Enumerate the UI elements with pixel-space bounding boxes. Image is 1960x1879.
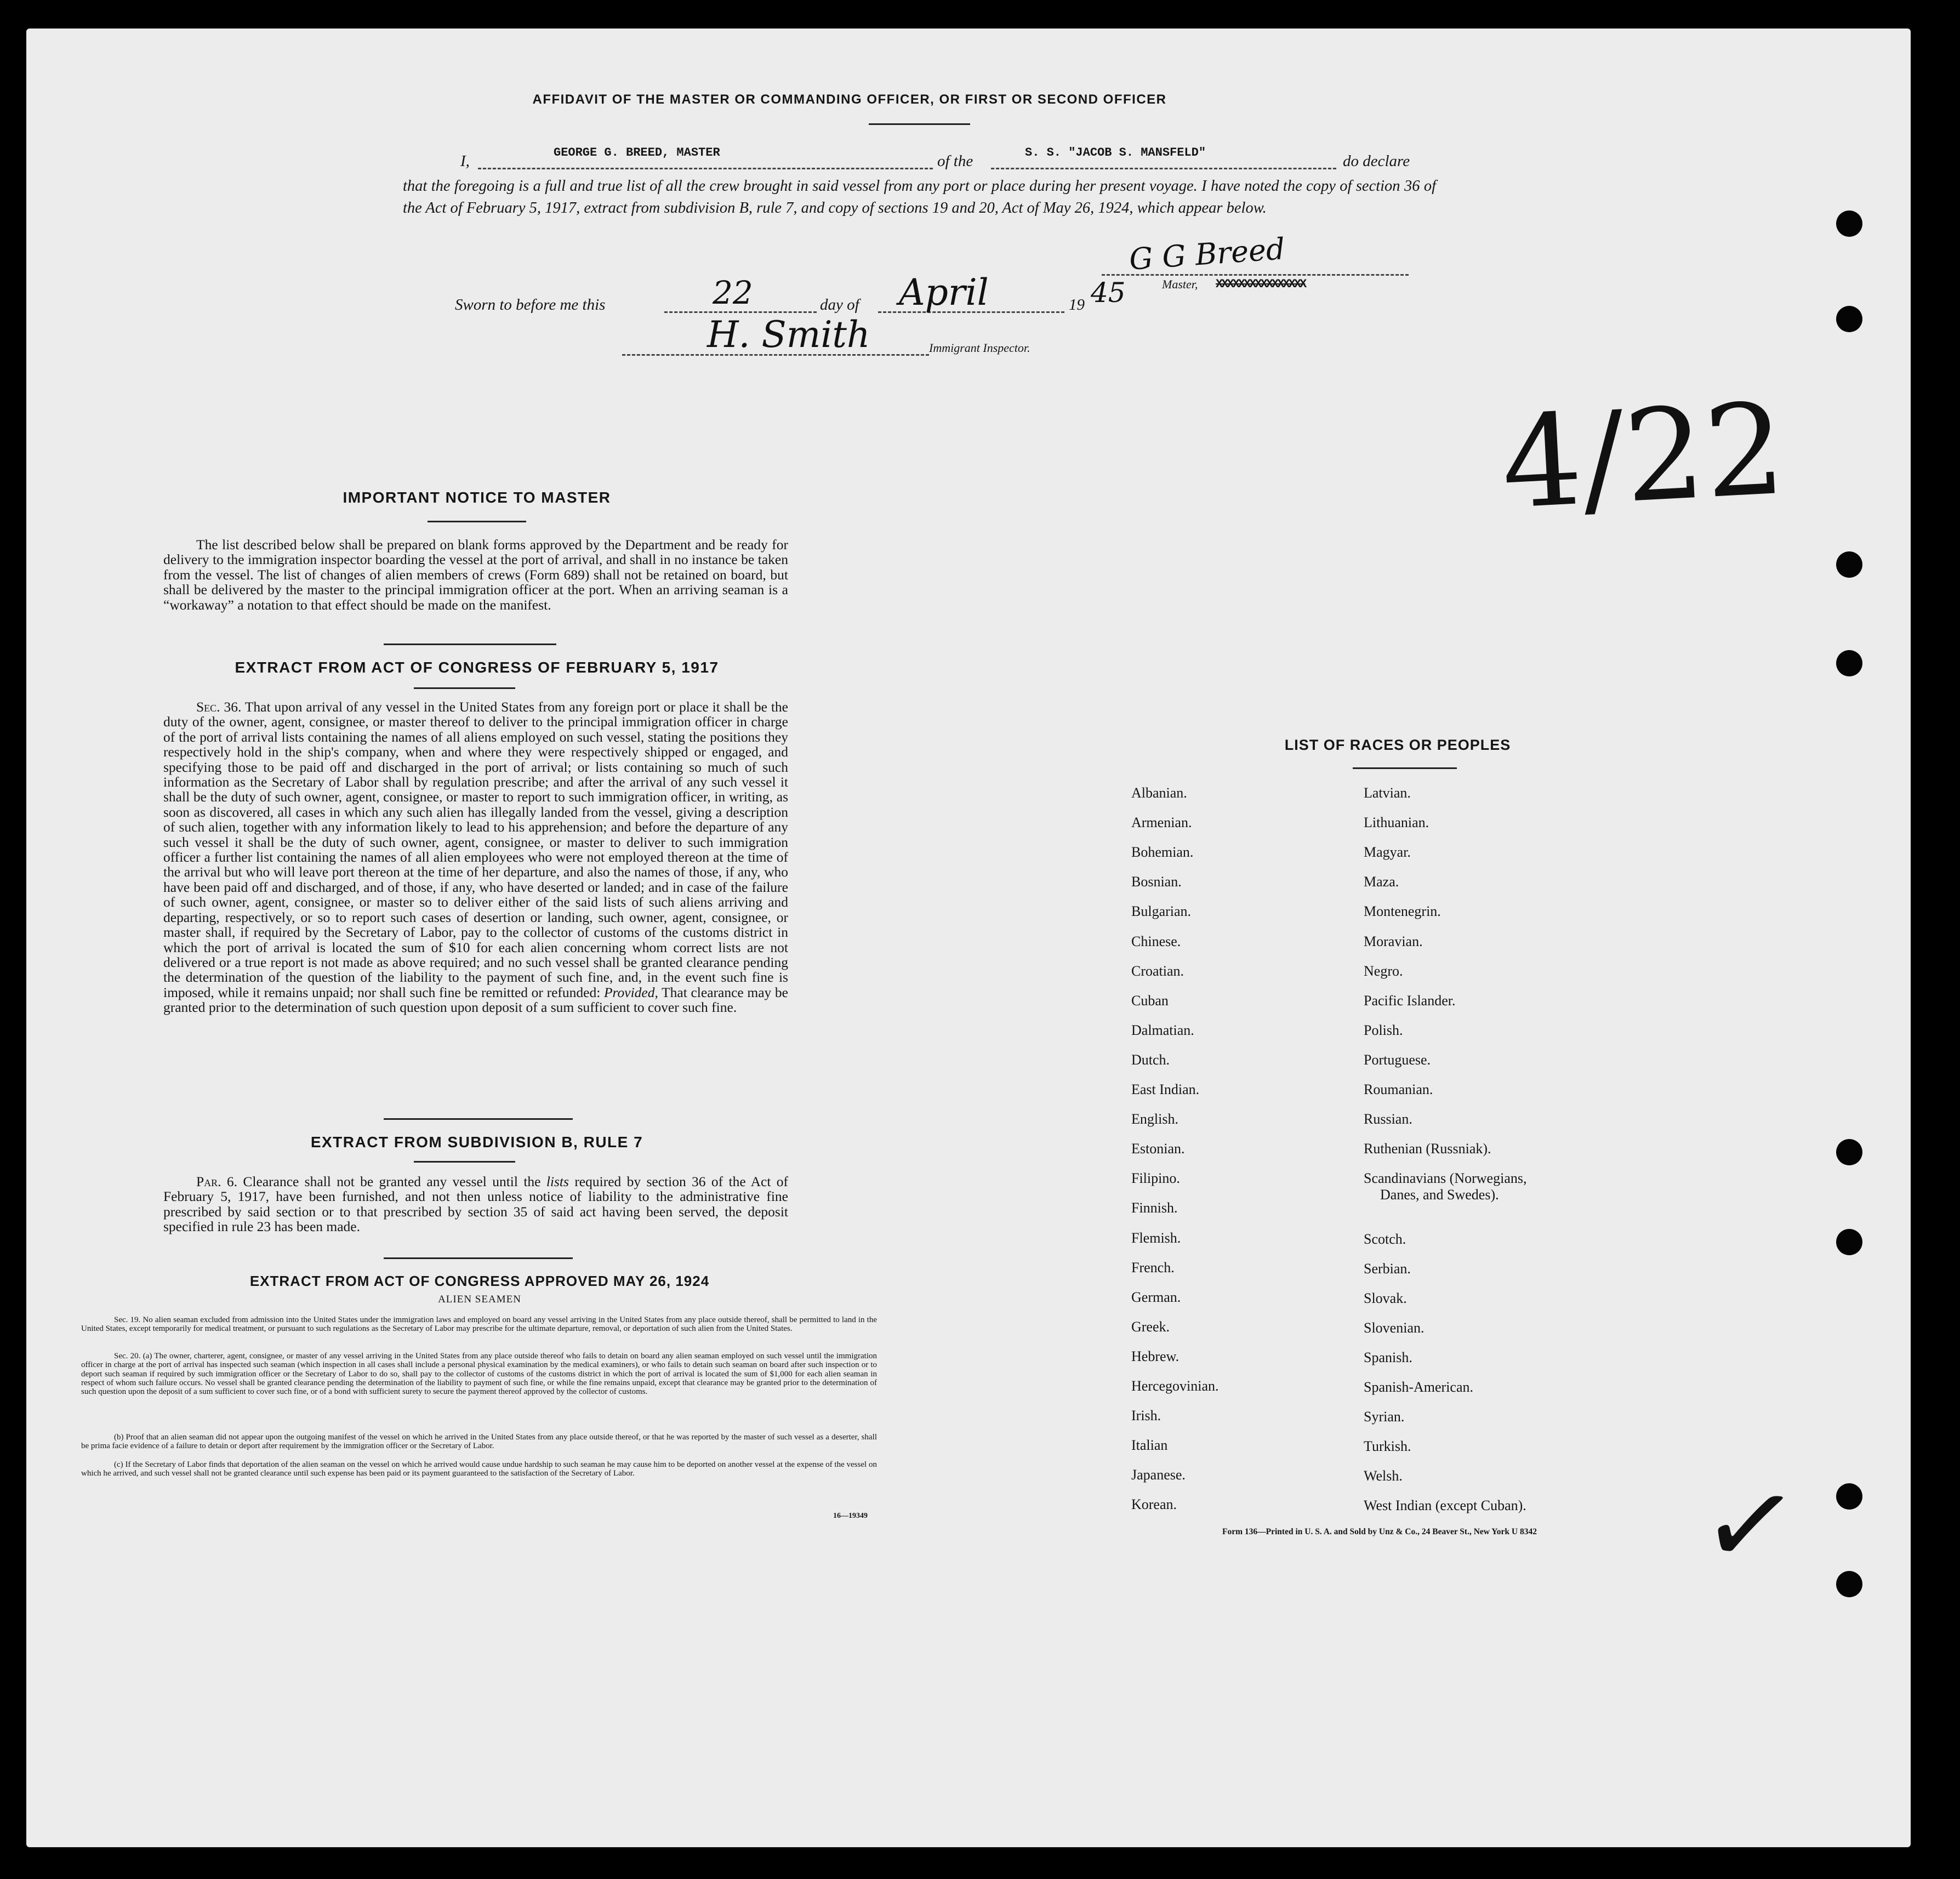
extract-rule7-bottom-divider bbox=[384, 1257, 573, 1259]
i-label: I, bbox=[460, 152, 470, 170]
extract-1917-bottom-divider bbox=[384, 1118, 573, 1120]
race-item: Roumanian. bbox=[1364, 1081, 1433, 1097]
par-6-text-a: Clearance shall not be granted any vessel until the bbox=[243, 1174, 541, 1189]
race-item: French. bbox=[1131, 1259, 1175, 1276]
race-item: Magyar. bbox=[1364, 844, 1411, 861]
title-divider bbox=[869, 123, 970, 125]
inspector-signature: H. Smith bbox=[707, 314, 870, 356]
race-item: Japanese. bbox=[1131, 1467, 1186, 1483]
race-item: Chinese. bbox=[1131, 933, 1181, 949]
sworn-day: 22 bbox=[713, 274, 753, 311]
race-item: Serbian. bbox=[1364, 1260, 1411, 1277]
race-item: Dalmatian. bbox=[1131, 1022, 1194, 1038]
race-item: Montenegrin. bbox=[1364, 903, 1441, 920]
race-item: Cuban bbox=[1131, 992, 1169, 1009]
affidavit-title: AFFIDAVIT OF THE MASTER OR COMMANDING OFFICER, OR FIRST OR SECOND OFFICER bbox=[532, 92, 1167, 107]
extract-1917-body bbox=[163, 699, 788, 1015]
par-6-label: Par. 6. bbox=[196, 1174, 238, 1189]
race-item: Bohemian. bbox=[1131, 844, 1194, 861]
race-item: Danes, and Swedes). bbox=[1380, 1187, 1499, 1203]
binder-hole bbox=[1836, 1483, 1862, 1510]
race-item: Scandinavians (Norwegians, bbox=[1364, 1170, 1527, 1187]
race-item: Latvian. bbox=[1364, 785, 1411, 801]
race-item: Spanish-American. bbox=[1364, 1379, 1474, 1395]
sworn-day-line bbox=[664, 311, 817, 313]
extract-1924-title: EXTRACT FROM ACT OF CONGRESS APPROVED MAY 26, 1924 bbox=[249, 1273, 710, 1289]
binder-hole bbox=[1836, 210, 1862, 237]
sworn-month: April bbox=[899, 271, 989, 314]
lists-word: lists bbox=[546, 1174, 569, 1189]
race-item: English. bbox=[1131, 1111, 1178, 1128]
race-item: Maza. bbox=[1364, 874, 1399, 890]
race-item: East Indian. bbox=[1131, 1081, 1200, 1097]
check-mark-annotation: ✓ bbox=[1693, 1451, 1808, 1599]
extract-rule7-title: EXTRACT FROM SUBDIVISION B, RULE 7 bbox=[310, 1134, 643, 1151]
of-the-label: of the bbox=[937, 152, 973, 170]
race-item: Slovak. bbox=[1364, 1290, 1407, 1306]
binder-hole bbox=[1836, 1229, 1862, 1255]
sec-20c-text: (c) If the Secretary of Labor finds that deportation of the alien seaman on the vessel on which he arrived would cause undue hardship to such seaman he may cause him to be deported on another vessel at the expense of the vessel on which he arrived, and such vessel shall not be granted clearance until such expense has been paid or its payment guaranteed to the satisfaction of the Secretary of Labor. bbox=[81, 1460, 877, 1478]
race-item: Pacific Islander. bbox=[1364, 992, 1456, 1009]
master-signature: G G Breed bbox=[1128, 231, 1286, 277]
race-item: Spanish. bbox=[1364, 1349, 1412, 1365]
race-item: Greek. bbox=[1131, 1318, 1170, 1335]
sworn-label: Sworn to before me this bbox=[455, 296, 606, 314]
races-divider bbox=[1353, 767, 1457, 769]
vessel-name-line bbox=[991, 168, 1336, 169]
master-name: GEORGE G. BREED, MASTER bbox=[554, 146, 720, 160]
race-item: Bosnian. bbox=[1131, 874, 1182, 890]
race-item: Bulgarian. bbox=[1131, 903, 1192, 920]
race-item: Estonian. bbox=[1131, 1141, 1185, 1157]
race-item: Scotch. bbox=[1364, 1231, 1406, 1247]
inspector-signature-line bbox=[622, 354, 929, 356]
extract-rule7-body bbox=[163, 1174, 788, 1234]
race-item: Hercegovinian. bbox=[1131, 1378, 1219, 1394]
binder-hole bbox=[1836, 1139, 1862, 1165]
race-item: Korean. bbox=[1131, 1496, 1177, 1513]
race-item: Finnish. bbox=[1131, 1200, 1178, 1216]
race-item: Slovenian. bbox=[1364, 1319, 1425, 1336]
race-item: Ruthenian (Russniak). bbox=[1364, 1141, 1491, 1157]
binder-hole bbox=[1836, 306, 1862, 332]
master-signature-line bbox=[1102, 274, 1409, 276]
race-item: Italian bbox=[1131, 1437, 1168, 1454]
master-label: Master, bbox=[1162, 277, 1198, 291]
race-item: Russian. bbox=[1364, 1111, 1412, 1128]
race-item: West Indian (except Cuban). bbox=[1364, 1497, 1526, 1514]
race-item: Negro. bbox=[1364, 963, 1403, 979]
master-name-line bbox=[478, 168, 933, 169]
race-item: Moravian. bbox=[1364, 933, 1423, 949]
race-item: Croatian. bbox=[1131, 963, 1184, 979]
race-item: German. bbox=[1131, 1289, 1181, 1305]
vessel-name: S. S. "JACOB S. MANSFELD" bbox=[1025, 146, 1206, 160]
race-item: Lithuanian. bbox=[1364, 815, 1429, 831]
print-code: 16—19349 bbox=[833, 1512, 868, 1520]
race-item: Irish. bbox=[1131, 1408, 1161, 1424]
sec-20b-text: (b) Proof that an alien seaman did not appear upon the outgoing manifest of the vessel on which he arrived in the United States from any place outside thereof, or that he was reported by the master of such vessel as a deserter, shall be prima facie evidence of a failure to detain or deport after requirement by the immigration officer or the Secretary of Labor. bbox=[81, 1433, 877, 1451]
binder-hole bbox=[1836, 1571, 1862, 1597]
inspector-label: Immigrant Inspector. bbox=[929, 341, 1030, 355]
extract-1917-divider bbox=[414, 687, 515, 689]
day-of-label: day of bbox=[820, 296, 859, 314]
notice-title: IMPORTANT NOTICE TO MASTER bbox=[343, 489, 611, 506]
extract-rule7-divider bbox=[414, 1161, 515, 1163]
year-suffix: 45 bbox=[1091, 277, 1126, 309]
race-item: Turkish. bbox=[1364, 1438, 1411, 1455]
notice-bottom-divider bbox=[384, 644, 556, 645]
extract-1917-title: EXTRACT FROM ACT OF CONGRESS OF FEBRUARY 5, 1917 bbox=[235, 659, 719, 676]
sec-19-text: Sec. 19. No alien seaman excluded from admission into the United States under the immigration laws and employed on board any vessel arriving in the United States from any place outside thereof, shall be permitted to land in the United States, except temporarily for medical treatment, or pursuant to such regulations as the Secretary of Labor may prescribe for the ultimate departure, removal, or deportation of such alien from the United States. bbox=[81, 1316, 877, 1334]
race-item: Welsh. bbox=[1364, 1468, 1403, 1484]
races-footer: Form 136—Printed in U. S. A. and Sold by Unz & Co., 24 Beaver St., New York U 8342 bbox=[1222, 1527, 1537, 1536]
do-declare-label: do declare bbox=[1343, 152, 1410, 170]
provided-label: Provided, bbox=[603, 984, 658, 1000]
extract-1924-subtitle: ALIEN SEAMEN bbox=[438, 1294, 521, 1305]
binder-hole bbox=[1836, 650, 1862, 676]
struck-title: XXXXXXXXXXXXXXXX bbox=[1216, 277, 1306, 291]
races-title: LIST OF RACES OR PEOPLES bbox=[1284, 737, 1511, 753]
notice-body: The list described below shall be prepared on blank forms approved by the Department and be ready for delivery to the immigration inspector boarding the vessel at the port of arrival, and shall in no instance be taken from the vessel. The list of changes of alien members of crews (Form 689) shall not be retained on board, but shall be delivered by the master to the principal immigration officer at the port. When an arriving seaman is a “workaway” a notation to that effect should be made on the manifest. bbox=[163, 537, 788, 613]
race-item: Polish. bbox=[1364, 1022, 1403, 1038]
race-item: Syrian. bbox=[1364, 1409, 1405, 1425]
affidavit-body: that the foregoing is a full and true list of all the crew brought in said vessel from any port or place during her present voyage. I have noted the copy of section 36 of the Act of February 5, 1917, extract from subdivision B, rule 7, and copy of sections 19 and 20, Act of May 26, 1924, which appear below. bbox=[403, 178, 1436, 217]
year-prefix: 19 bbox=[1069, 296, 1085, 314]
race-item: Hebrew. bbox=[1131, 1348, 1180, 1364]
sec-20a-text: Sec. 20. (a) The owner, charterer, agent, consignee, or master of any vessel arriving in the United States from any place outside thereof who fails to detain on board any alien seaman employed on such vessel until the immigration officer in charge at the port of arrival has inspected such seaman (which inspection in all cases shall include a personal physical examination by the medical examiners), or who fails to detain such seaman on board after such inspection or to deport such seaman if required by such immigration officer or the Secretary of Labor to do so, shall pay to the collector of customs of the customs district in which the port of arrival is located the sum of $1,000 for each alien seaman in respect of whom such failure occurs. No vessel shall be granted clearance pending the determination of the liability to payment of such fine, or while the fine remains unpaid, except that clearance may be granted prior to the determination of such question upon the deposit of a sum sufficient to cover such fine, or of a bond with sufficient surety to secure the payment thereof approved by the collector of customs. bbox=[81, 1352, 877, 1397]
date-annotation: 4/22 bbox=[1498, 376, 1789, 538]
race-item: Flemish. bbox=[1131, 1229, 1181, 1246]
sec-36-text-end: That clearance may be granted prior to the determination of such question upon deposit of a sum sufficient to cover such fine. bbox=[163, 984, 789, 1016]
notice-divider bbox=[428, 521, 526, 522]
sec-36-label: Sec. 36. bbox=[196, 699, 242, 715]
race-item: Armenian. bbox=[1131, 815, 1192, 831]
race-item: Filipino. bbox=[1131, 1170, 1180, 1187]
race-item: Albanian. bbox=[1131, 785, 1187, 801]
race-item: Dutch. bbox=[1131, 1051, 1170, 1068]
race-item: Portuguese. bbox=[1364, 1051, 1431, 1068]
binder-hole bbox=[1836, 551, 1862, 578]
sec-36-text: That upon arrival of any vessel in the United States from any foreign port or place it shall be the duty of the owner, agent, consignee, or master thereof to deliver to the principal immigration officer in charge of the port of arrival lists containing the names of all aliens employed on such vessel, stating the positions they respectively hold in the ship's company, when and where they were respectively shipped or engaged, and specifying those to be paid off and discharged in the port of arrival; or lists containing so much of such information as the Secretary of Labor shall by regulation prescribe; and after the arrival of any such vessel it shall be the duty of such owner, agent, consignee, or master to report to such immigration officer, in writing, as soon as discovered, all cases in which any such alien has illegally landed from the vessel, giving a description of such alien, together with any information likely to lead to his apprehension; and before the departure of any such vessel it shall be the duty of such owner, agent, consignee, or master to deliver to such immigration officer a further list containing the names of all alien employees who were not employed thereon at the time of the arrival but who will leave port thereon at the time of her departure, and also the names of those, if any, who have been paid off and discharged, and of those, if any, who have deserted or landed; and in case of the failure of such owner, agent, consignee, or master so to deliver either of the said lists of such aliens arriving and departing, respectively, or so to report such cases of desertion or landing, such owner, agent, consignee, or master shall, if required by the Secretary of Labor, pay to the collector of customs of the customs district in which the port of arrival is located the sum of $10 for each alien concerning whom correct lists are not delivered or a true report is not made as above required; and no such vessel shall be granted clearance pending the determination of the question of the liability to the payment of such fine, and, in the event such fine is imposed, while it remains unpaid; nor shall such fine be remitted or refunded: bbox=[163, 699, 788, 1000]
par-6-text-b: required by section 36 of the Act of February 5, 1917, have been furnished, and not then unless notice of liability to the administrative fine prescribed by said section or to that prescribed by section 35 of said act having been served, the deposit specified in rule 23 has been made. bbox=[163, 1174, 789, 1235]
